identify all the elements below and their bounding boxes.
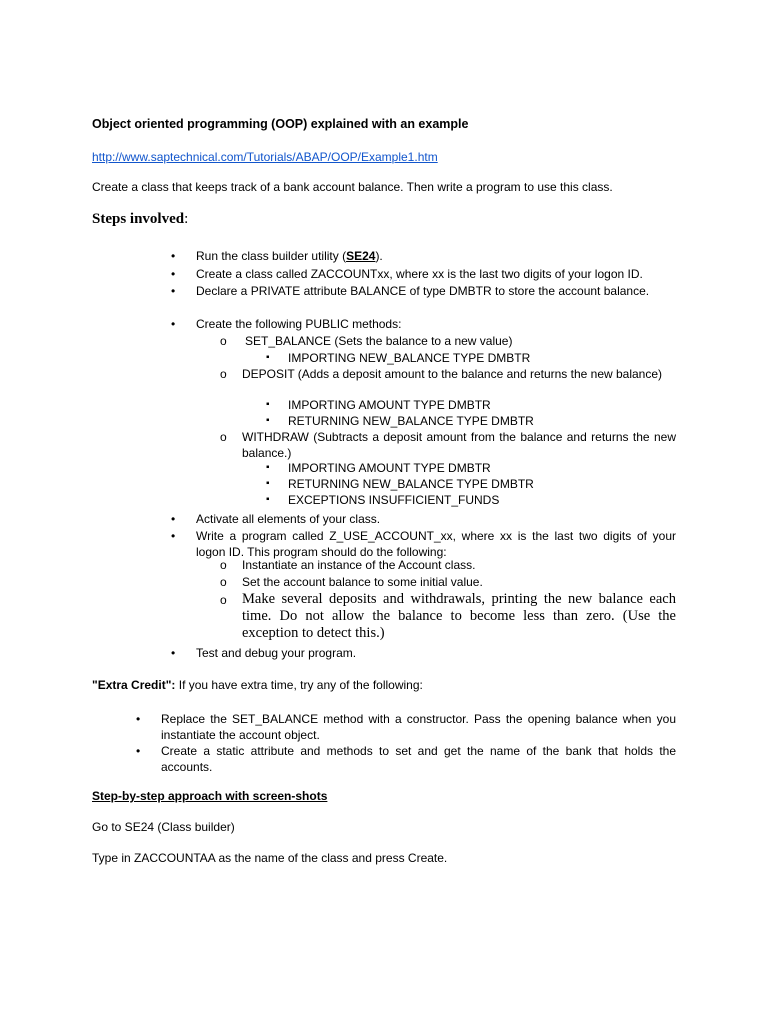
- method-deposit: DEPOSIT (Adds a deposit amount to the balance and returns the new balance): [242, 367, 663, 381]
- extra-credit-text: If you have extra time, try any of the following:: [175, 678, 423, 692]
- steps-heading: [92, 210, 676, 228]
- withdraw-param-2: RETURNING NEW_BALANCE TYPE DMBTR: [288, 477, 534, 491]
- bullet-icon: •: [171, 512, 176, 526]
- bullet-icon: •: [171, 317, 176, 331]
- section-heading: Step-by-step approach with screen-shots: [92, 789, 328, 803]
- method-withdraw: WITHDRAW (Subtracts a deposit amount from the balance and returns the new balance.): [242, 430, 676, 460]
- step-run-code: SE24: [346, 249, 376, 263]
- bullet-icon: •: [171, 646, 176, 660]
- withdraw-param-3: EXCEPTIONS INSUFFICIENT_FUNDS: [288, 493, 500, 507]
- set-balance-param-1: IMPORTING NEW_BALANCE TYPE DMBTR: [288, 351, 531, 365]
- square-bullet-icon: ▪: [266, 415, 270, 426]
- deposit-param-2: RETURNING NEW_BALANCE TYPE DMBTR: [288, 414, 534, 428]
- sub-bullet-icon: o: [220, 430, 227, 444]
- steps-heading-text: Steps involved: [92, 211, 185, 227]
- program-instantiate: Instantiate an instance of the Account class.: [242, 558, 476, 572]
- sub-bullet-icon: o: [220, 334, 227, 348]
- extra-credit-intro: [92, 677, 676, 693]
- document-title: Object oriented programming (OOP) explained with an example: [92, 117, 469, 131]
- method-set-balance: SET_BALANCE (Sets the balance to a new value): [245, 334, 513, 348]
- withdraw-param-1: IMPORTING AMOUNT TYPE DMBTR: [288, 461, 491, 475]
- bullet-icon: •: [136, 712, 141, 726]
- deposit-param-1: IMPORTING AMOUNT TYPE DMBTR: [288, 398, 491, 412]
- type-in-class-name: Type in ZACCOUNTAA as the name of the class and press Create.: [92, 851, 448, 865]
- step-run-prefix: Run the class builder utility (: [196, 249, 347, 263]
- bullet-icon: •: [171, 284, 176, 298]
- bullet-icon: •: [171, 249, 176, 263]
- square-bullet-icon: ▪: [266, 494, 270, 505]
- square-bullet-icon: ▪: [266, 478, 270, 489]
- step-run-class-builder: [196, 248, 676, 264]
- tutorial-link[interactable]: http://www.saptechnical.com/Tutorials/ABAP/OOP/Example1.htm: [92, 150, 438, 164]
- program-set-initial: Set the account balance to some initial value.: [242, 575, 483, 589]
- step-run-suffix: ).: [375, 249, 383, 263]
- step-write-program: Write a program called Z_USE_ACCOUNT_xx, where xx is the last two digits of your logon ID. This program should do the following:: [196, 529, 676, 559]
- extra-credit-label: "Extra Credit":: [92, 678, 176, 692]
- intro-paragraph: Create a class that keeps track of a bank account balance. Then write a program to use this class.: [92, 180, 613, 194]
- program-make-deposits: Make several deposits and withdrawals, printing the new balance each time. Do not allow the balance to become less than zero. (Use the exception to detect this.): [242, 591, 676, 641]
- square-bullet-icon: ▪: [266, 399, 270, 410]
- sub-bullet-icon: o: [220, 367, 227, 381]
- bullet-icon: •: [171, 529, 176, 543]
- extra-credit-item-2: Create a static attribute and methods to set and get the name of the bank that holds the accounts.: [161, 744, 676, 774]
- sub-bullet-icon: o: [220, 575, 227, 589]
- sub-bullet-icon: o: [220, 593, 227, 607]
- steps-heading-colon: :: [184, 211, 189, 227]
- square-bullet-icon: ▪: [266, 462, 270, 473]
- bullet-icon: •: [136, 744, 141, 758]
- go-to-se24: Go to SE24 (Class builder): [92, 820, 235, 834]
- step-activate: Activate all elements of your class.: [196, 512, 381, 526]
- step-create-class: Create a class called ZACCOUNTxx, where xx is the last two digits of your logon ID.: [196, 267, 643, 281]
- extra-credit-item-1: Replace the SET_BALANCE method with a constructor. Pass the opening balance when you instantiate the account object.: [161, 712, 676, 742]
- bullet-icon: •: [171, 267, 176, 281]
- step-test: Test and debug your program.: [196, 646, 357, 660]
- step-declare-attribute: Declare a PRIVATE attribute BALANCE of type DMBTR to store the account balance.: [196, 284, 650, 298]
- sub-bullet-icon: o: [220, 558, 227, 572]
- square-bullet-icon: ▪: [266, 352, 270, 363]
- step-create-methods: Create the following PUBLIC methods:: [196, 317, 402, 331]
